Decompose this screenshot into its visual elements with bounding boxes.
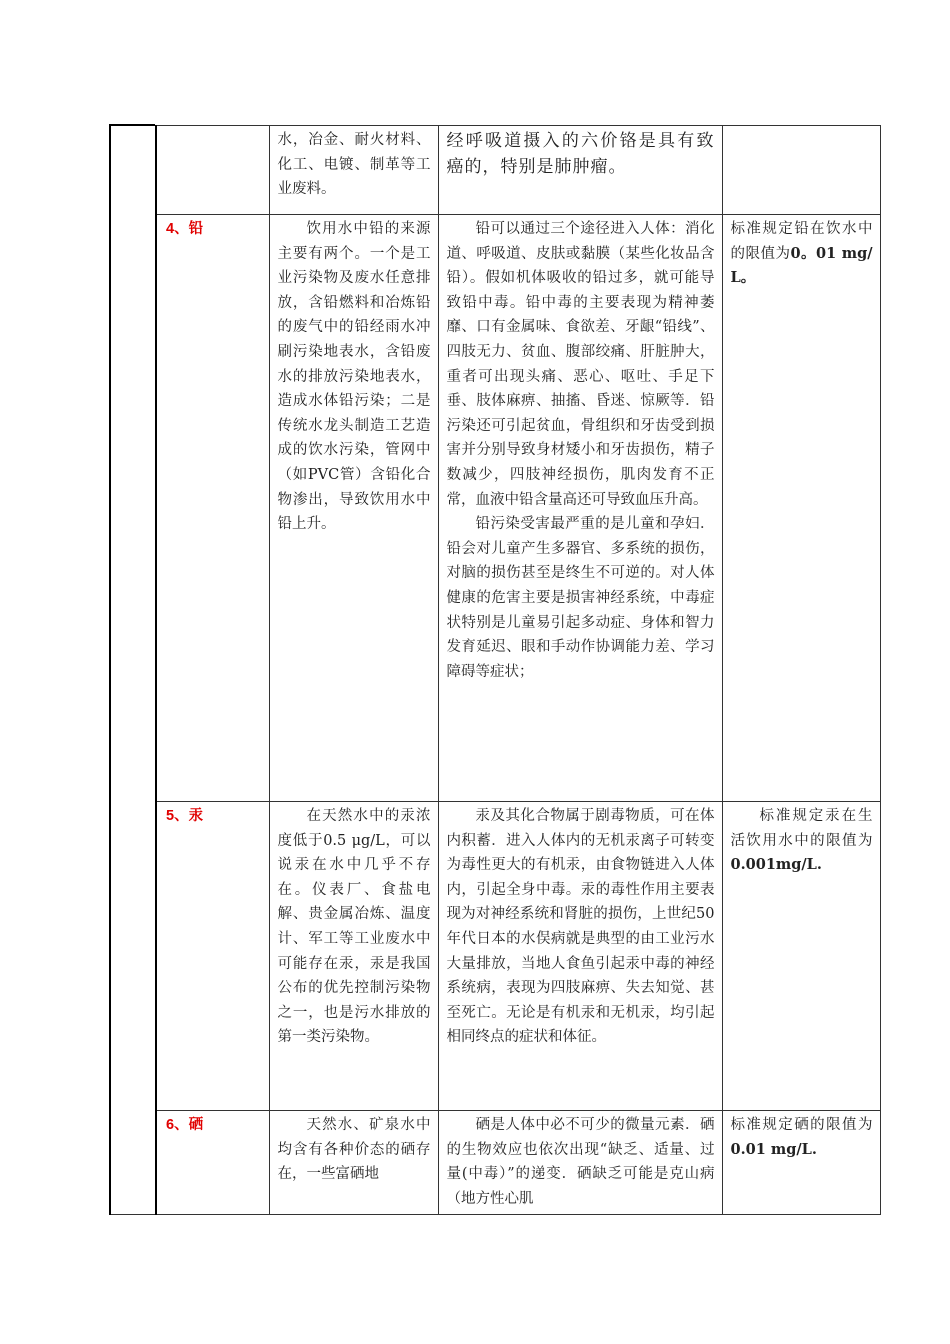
standard-limit-cell <box>722 1111 880 1215</box>
pollution-source-text: 水，冶金、耐火材料、化工、电镀、制革等工业废料。 <box>277 132 431 198</box>
pollution-source-cell <box>269 126 438 215</box>
pollution-source-text: 饮用水中铅的来源主要有两个。一个是工业污染物及废水任意排放，含铅燃料和冶炼铅的废气中的铅经雨水冲刷污染地表水，含铅废水的排放污染地表水，造成水体铅污染；二是传统水龙头制造工艺造成的饮水污染，管网中（如PVC管）含铅化合物渗出，导致饮用水中铅上升。 <box>277 221 431 533</box>
standard-limit-cell <box>722 126 880 215</box>
left-margin-column <box>110 126 156 1215</box>
table-row <box>110 215 880 802</box>
health-harm-text: 硒是人体中必不可少的微量元素．硒的生物效应也依次出现“缺乏、适量、过量(中毒）”的递变．硒缺乏可能是克山病（地方性心肌 <box>446 1117 715 1207</box>
pollution-source-cell <box>269 802 438 1111</box>
standard-limit-value: 0.01 mg/L. <box>730 1140 817 1158</box>
table-top-rule <box>109 124 155 126</box>
pollutant-name: 4、铅 <box>156 215 269 802</box>
standard-limit-value: 0.001mg/L. <box>730 856 822 874</box>
health-harm-text: 铅污染受害最严重的是儿童和孕妇．铅会对儿童产生多器官、多系统的损伤，对脑的损伤甚至是终生不可逆的。对人体健康的危害主要是损害神经系统，中毒症状特别是儿童易引起多动症、身体和智力发育延迟、眼和手动作协调能力差、学习障碍等症状； <box>446 516 715 680</box>
standard-limit-text: 标准规定汞在生活饮用水中的限值为 <box>730 808 873 849</box>
table-row <box>110 1111 880 1215</box>
standard-limit-cell <box>722 802 880 1111</box>
pollutant-name: 6、硒 <box>156 1111 269 1215</box>
health-harm-cell <box>438 1111 722 1215</box>
health-harm-text: 经呼吸道摄入的六价铬是具有致癌的，特别是肺肿瘤。 <box>446 131 715 177</box>
standard-limit-text: 标准规定铅在饮水中的限值为 <box>730 221 873 262</box>
pollutant-name <box>156 126 269 215</box>
table-row <box>110 126 880 215</box>
pollutant-name: 5、汞 <box>156 802 269 1111</box>
standard-limit-text: 标准规定硒的限值为 <box>730 1117 873 1133</box>
pollution-source-text: 在天然水中的汞浓度低于0.5 μg/L，可以说汞在水中几乎不存在。仪表厂、食盐电解、贵金属冶炼、温度计、军工等工业废水中可能存在汞，汞是我国公布的优先控制污染物之一，也是污水排放的第一类污染物。 <box>277 808 431 1046</box>
standard-limit-cell <box>722 215 880 802</box>
health-harm-text: 铅可以通过三个途径进入人体：消化道、呼吸道、皮肤或黏膜（某些化妆品含铅）。假如机体吸收的铅过多，就可能导致铅中毒。铅中毒的主要表现为精神萎靡、口有金属味、食欲差、牙龈“铅线”、四肢无力、贫血、腹部绞痛、肝脏肿大，重者可出现头痛、恶心、呕吐、手足下垂、肢体麻痹、抽搐、昏迷、惊厥等．铅污染还可引起贫血，骨组织和牙齿受到损害并分别导致身材矮小和牙齿损伤，精子数减少，四肢神经损伤，肌肉发育不正常，血液中铅含量高还可导致血压升高。 <box>446 221 715 508</box>
health-harm-cell <box>438 126 722 215</box>
table-row <box>110 802 880 1111</box>
standard-limit-block <box>731 804 873 878</box>
pollution-source-text: 天然水、矿泉水中均含有各种价态的硒存在，一些富硒地 <box>277 1117 431 1183</box>
health-harm-cell <box>438 802 722 1111</box>
pollution-source-cell <box>269 1111 438 1215</box>
health-harm-cell <box>438 215 722 802</box>
health-harm-text: 汞及其化合物属于剧毒物质，可在体内积蓄．进入人体内的无机汞离子可转变为毒性更大的有机汞，由食物链进入人体内，引起全身中毒。汞的毒性作用主要表现为对神经系统和肾脏的损伤，上世纪50年代日本的水俣病就是典型的由工业污水大量排放，当地人食鱼引起汞中毒的神经系统病，表现为四肢麻痹、失去知觉、甚至死亡。无论是有机汞和无机汞，均引起相同终点的症状和体征。 <box>446 808 715 1046</box>
pollution-source-cell <box>269 215 438 802</box>
pollutant-table <box>109 125 881 1215</box>
standard-limit-value: 0。01 mg/L。 <box>730 244 873 287</box>
